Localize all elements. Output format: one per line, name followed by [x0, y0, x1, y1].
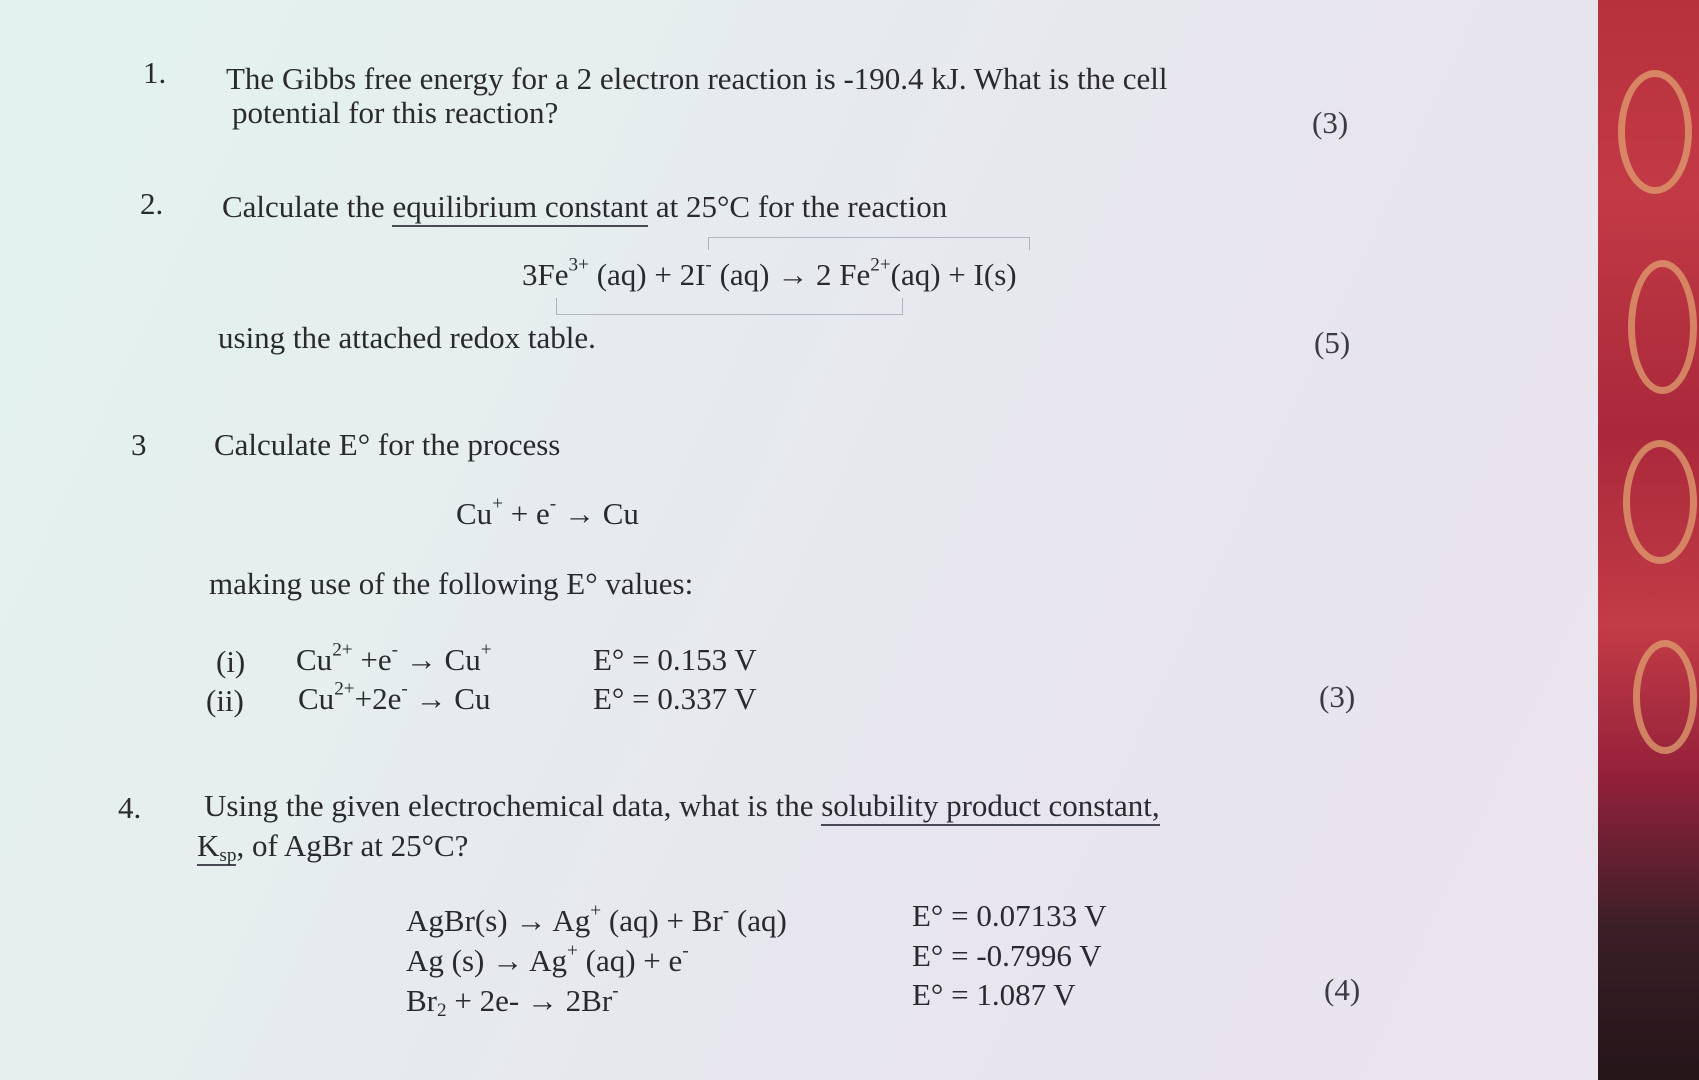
q4-reaction-3: $Br_2 + 2e- \to 2Br^-$: [406, 980, 619, 1021]
q1-text-line2: potential for this reaction?: [232, 95, 559, 130]
q4-marks: (4): [1324, 972, 1361, 1007]
q3-intro: Calculate E° for the process: [214, 427, 561, 462]
q4-ksp-symbol: $K_{sp}$: [197, 828, 237, 866]
q2-outro: using the attached redox table.: [218, 320, 596, 355]
q2-reaction: $3Fe^{3+}$ (aq) + 2I- (aq) → 2 $Fe^{2+}(aq) + I(s)$: [522, 254, 1017, 292]
q4-text-line1: Using the given electrochemical data, what is the solubility product constant,: [204, 790, 1160, 821]
q3-item-i-reaction: $Cu^{2+} +e^- \to Cu^+$: [296, 639, 492, 677]
q3-number: 3: [131, 427, 147, 462]
fabric-pattern: [1628, 260, 1697, 394]
fabric-pattern: [1618, 70, 1692, 194]
q4-e0-1: E° = 0.07133 V: [912, 898, 1107, 933]
q4-e0-3: E° = 1.087 V: [912, 977, 1076, 1012]
background-fabric: [1598, 0, 1699, 1080]
fabric-pattern: [1623, 440, 1697, 564]
q3-item-ii-e0: E° = 0.337 V: [593, 681, 757, 716]
q4-e0-2: E° = -0.7996 V: [912, 938, 1102, 973]
q2-marks: (5): [1314, 325, 1351, 360]
q3-item-ii-reaction: $Cu^{2+}+2e^- \to Cu$: [298, 678, 491, 716]
q3-process: Cu+ + e- → Cu: [456, 493, 639, 531]
q2-intro: Calculate the equilibrium constant at 25°C for the reaction: [222, 191, 947, 222]
q3-given-intro: making use of the following E° values:: [209, 566, 694, 601]
q1-number: 1.: [143, 55, 167, 90]
pen-bracket-top: [708, 237, 1030, 250]
q1-marks: (3): [1312, 105, 1349, 140]
q2-underline-equilibrium: equilibrium constant: [392, 189, 648, 227]
q4-text-line2: $K_{sp}$, of AgBr at 25°C?: [197, 828, 469, 866]
q3-item-i-label: (i): [216, 644, 246, 679]
q4-number: 4.: [118, 790, 142, 825]
q3-marks: (3): [1319, 679, 1356, 714]
q4-reaction-1: AgBr(s) → Ag+ (aq) + Br- (aq): [406, 900, 787, 938]
q3-item-ii-label: (ii): [206, 683, 244, 718]
fabric-pattern: [1633, 640, 1697, 754]
pen-bracket-bottom: [556, 298, 903, 315]
q2-number: 2.: [140, 186, 164, 221]
q3-item-i-e0: E° = 0.153 V: [593, 642, 757, 677]
q1-text-line1: The Gibbs free energy for a 2 electron reaction is -190.4 kJ. What is the cell: [226, 61, 1168, 96]
q4-underline-solubility: solubility product constant,: [821, 788, 1159, 826]
q4-reaction-2: Ag (s) → Ag+ (aq) + e-: [406, 940, 689, 978]
